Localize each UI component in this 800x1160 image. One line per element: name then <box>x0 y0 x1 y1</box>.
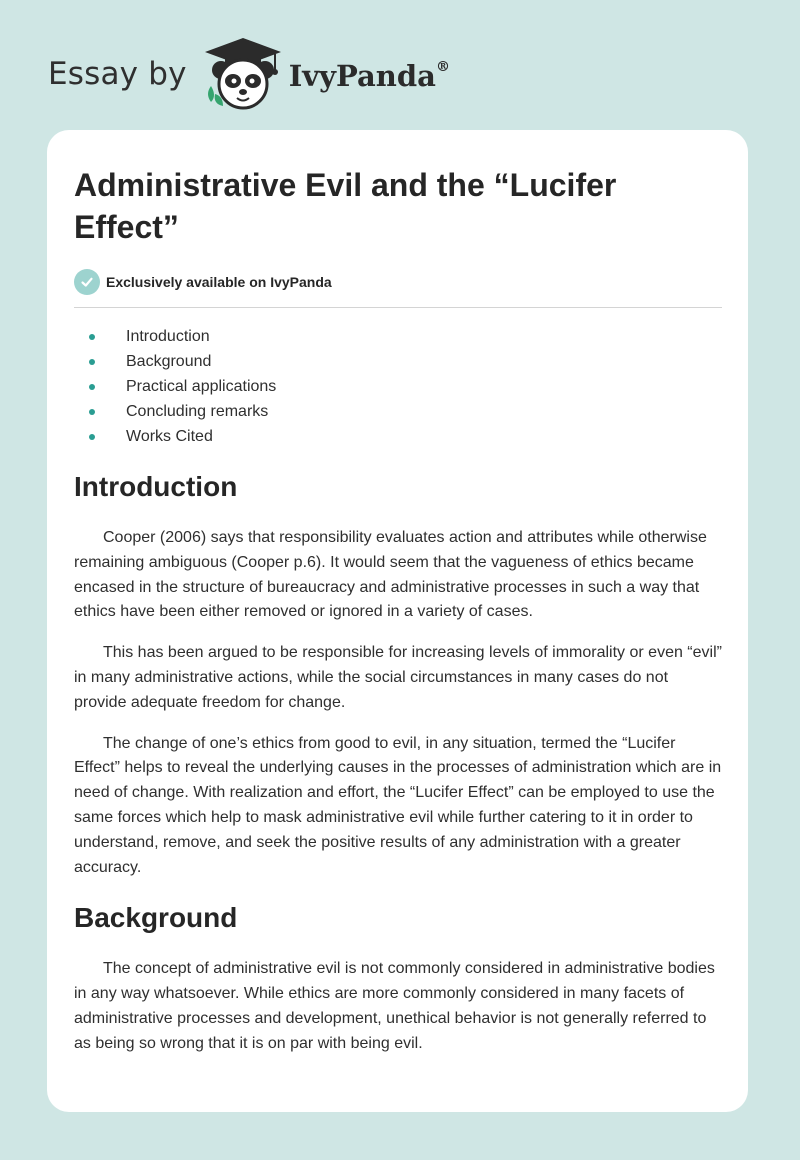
paragraph: The concept of administrative evil is not commonly considered in administrative bodies in any way whatsoever. While ethics are more commonly considered in many facets of administrative processes and development, unethical behavior is not generally referred to as being so wrong that it is on par with being evil. <box>74 960 715 1052</box>
table-of-contents <box>74 324 722 449</box>
section-heading-introduction: Introduction <box>74 471 238 502</box>
brand-name: IvyPanda® <box>288 59 450 93</box>
check-icon <box>74 269 100 295</box>
essay-card <box>47 130 748 1112</box>
toc-item-practical-applications[interactable]: Practical applications <box>74 374 722 399</box>
brand-prefix: Essay by <box>48 56 187 92</box>
paragraph: This has been argued to be responsible for increasing levels of immorality or even “evil” in many administrative actions, while the social circumstances in many cases do not provide adequate freedom for change. <box>74 644 722 711</box>
panda-graduation-cap-icon <box>201 36 285 112</box>
toc-item-concluding-remarks[interactable]: Concluding remarks <box>74 399 722 424</box>
toc-item-works-cited[interactable]: Works Cited <box>74 424 722 449</box>
site-header-logo[interactable] <box>48 34 450 114</box>
divider <box>74 307 722 308</box>
toc-item-introduction[interactable]: Introduction <box>74 324 722 349</box>
paragraph: The change of one’s ethics from good to evil, in any situation, termed the “Lucifer Effect” helps to reveal the underlying causes in the processes of administration which are in need of change. With realization and effort, the “Lucifer Effect” can be employed to use the same forces which help to mask administrative evil while further catering to it in order to understand, remove, and seek the positive results of any administration with a greater accuracy. <box>74 734 722 876</box>
essay-title: Administrative Evil and the “Lucifer Effect” <box>74 167 617 245</box>
section-heading-background: Background <box>74 902 238 934</box>
badge-text: Exclusively available on IvyPanda <box>106 274 332 290</box>
exclusive-badge <box>74 268 722 296</box>
toc-item-background[interactable]: Background <box>74 349 722 374</box>
paragraph: Cooper (2006) says that responsibility evaluates action and attributes while otherwise remaining ambiguous (Cooper p.6). It would seem that the vagueness of ethics became encased in the structure of bureaucracy and administrative processes in such a way that ethics have been either removed or ignored in a variety of cases. <box>74 529 707 621</box>
